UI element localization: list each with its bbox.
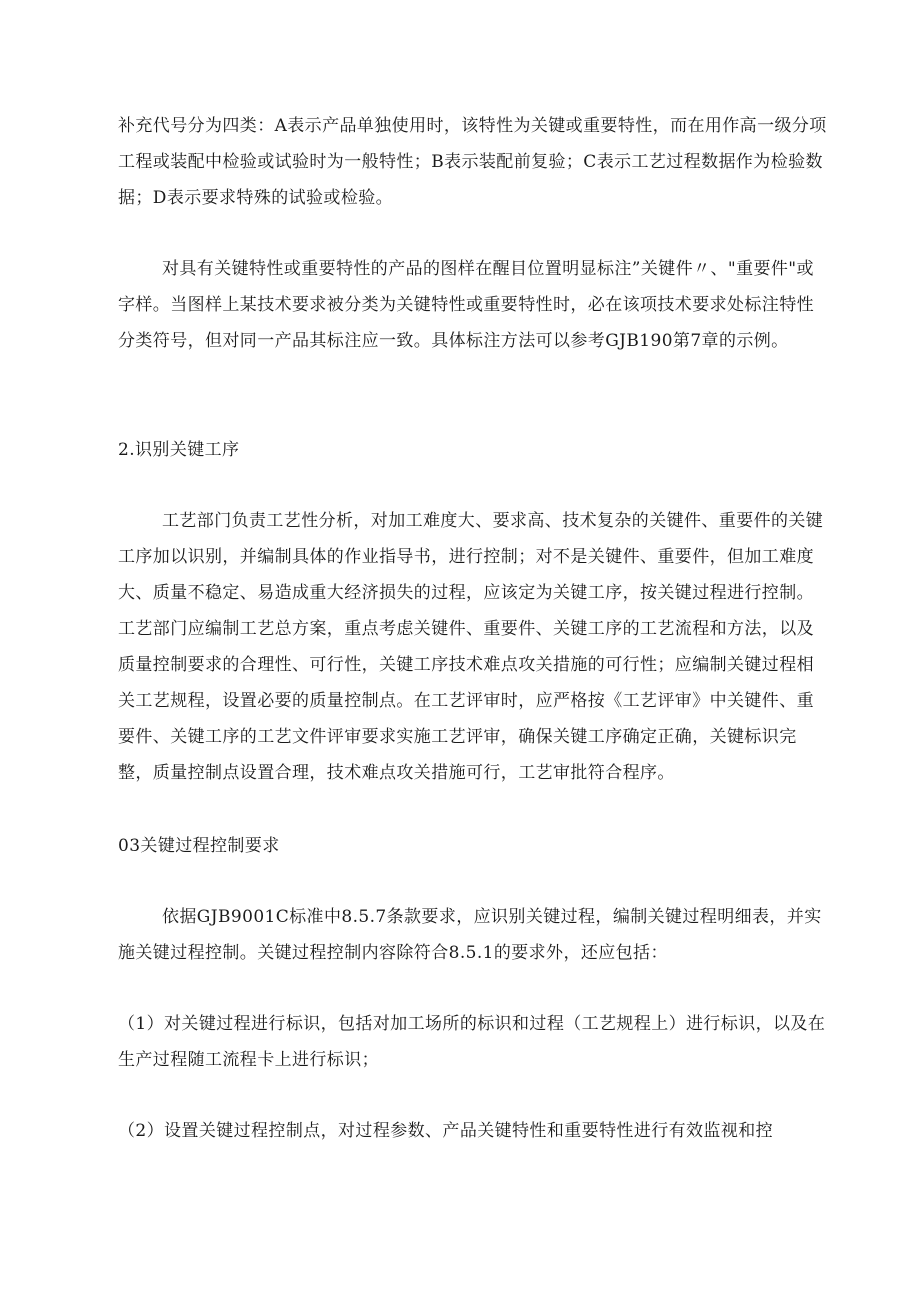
paragraph-gjb9001c-requirement: 依据GJB9001C标准中8.5.7条款要求，应识别关键过程，编制关键过程明细表，并实施关键过程控制。关键过程控制内容除符合8.5.1的要求外，还应包括：: [118, 907, 822, 963]
list-item-1: （1）对关键过程进行标识，包括对加工场所的标识和过程（工艺规程上）进行标识，以及在生产过程随工流程卡上进行标识；: [118, 1014, 826, 1070]
list-item-2: （2）设置关键过程控制点，对过程参数、产品关键特性和重要特性进行有效监视和控: [118, 1121, 774, 1141]
paragraph-process-department: 工艺部门负责工艺性分析，对加工难度大、要求高、技术复杂的关键件、重要件的关键工序加以识别，并编制具体的作业指导书，进行控制；对不是关键件、重要件，但加工难度大、质量不稳定、易造成重大经济损失的过程，应该定为关键工序，按关键过程进行控制。工艺部门应编制工艺总方案，重点考虑关键件、重要件、关键工序的工艺流程和方法，以及质量控制要求的合理性、可行性，关键工序技术难点攻关措施的可行性；应编制关键过程相关工艺规程，设置必要的质量控制点。在工艺评审时，应严格按《工艺评审》中关键件、重要件、关键工序的工艺文件评审要求实施工艺评审，确保关键工序确定正确，关键标识完整，质量控制点设置合理，技术难点攻关措施可行，工艺审批符合程序。: [118, 511, 824, 783]
heading-identify-key-process: 2.识别关键工序: [118, 440, 240, 460]
paragraph-supplementary-codes: 补充代号分为四类：A表示产品单独使用时，该特性为关键或重要特性，而在用作高一级分项工程或装配中检验或试验时为一般特性；B表示装配前复验；C表示工艺过程数据作为检验数据；D表示要求特殊的试验或检验。: [118, 116, 827, 208]
paragraph-drawing-marking: 对具有关键特性或重要特性的产品的图样在醒目位置明显标注”关键件〃、"重要件"或字样。当图样上某技术要求被分类为关键特性或重要特性时，必在该项技术要求处标注特性分类符号，但对同一产品其标注应一致。具体标注方法可以参考GJB190第7章的示例。: [118, 259, 814, 351]
heading-key-process-control: 03关键过程控制要求: [118, 836, 280, 856]
